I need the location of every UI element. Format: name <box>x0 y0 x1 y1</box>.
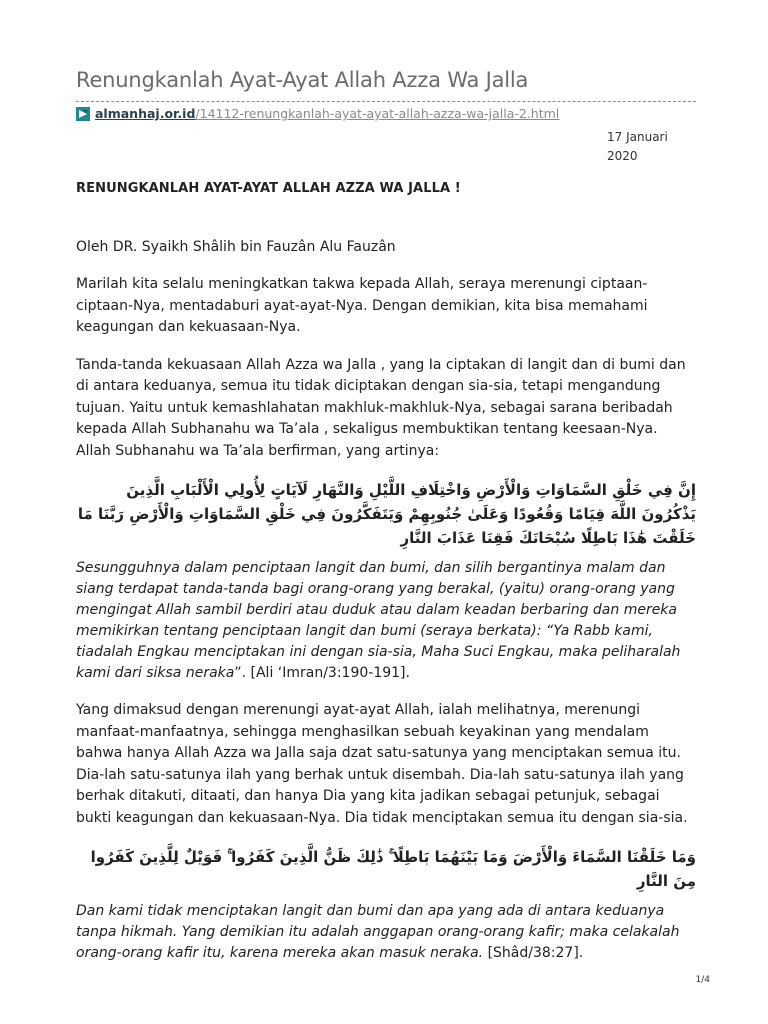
page-number: 1/4 <box>695 975 710 985</box>
title-divider <box>76 101 696 102</box>
translation-2-ref: [Shâd/38:27]. <box>483 945 584 961</box>
article-heading: RENUNGKANLAH AYAT-AYAT ALLAH AZZA WA JALLA ! <box>76 181 461 196</box>
paragraph-3: Yang dimaksud dengan merenungi ayat-ayat Allah, ialah melihatnya, merenungi manfaat-manfaatnya, sehingga menghasilkan sebuah keyakinan yang mendalam bahwa hanya Allah Azza wa Jalla saja dzat satu-satunya yang menciptakan semua itu. Dia-lah satu-satunya ilah yang berhak untuk disembah. Dia-lah satu-satunya ilah yang berhak ditakuti, ditaati, dan hanya Dia yang kita jadikan sebagai petunjuk, sebagai bukti keagungan dan kekuasaan-Nya. Dia tidak menciptakan semua itu dengan sia-sia. <box>76 702 688 826</box>
page-title: Renungkanlah Ayat-Ayat Allah Azza Wa Jalla <box>76 68 529 92</box>
translation-2-text: Dan kami tidak menciptakan langit dan bumi dan apa yang ada di antara keduanya tanpa hikmah. Yang demikian itu adalah anggapan orang-orang kafir; maka celakalah orang-orang kafir itu, karena mereka akan masuk neraka. <box>76 903 680 961</box>
source-path[interactable]: /14112-renungkanlah-ayat-ayat-allah-azza-wa-jalla-2.html <box>195 106 560 121</box>
translation-1 <box>76 558 696 684</box>
paragraph-2: Tanda-tanda kekuasaan Allah Azza wa Jalla , yang Ia ciptakan di langit dan di bumi dan di antara keduanya, semua itu tidak diciptakan dengan sia-sia, tetapi mengandung tujuan. Yaitu untuk kemashlahatan makhluk-makhluk-Nya, sebagai sarana beribadah kepada Allah Subhanahu wa Ta’ala , sekaligus membuktikan tentang keesaan-Nya. Allah Subhanahu wa Ta’ala berfirman, yang artinya: <box>76 356 686 459</box>
article-body <box>76 178 696 964</box>
source-link[interactable] <box>76 106 559 121</box>
arabic-verse-1: إِنَّ فِي خَلْقِ السَّمَاوَاتِ وَالْأَرْضِ وَاخْتِلَافِ اللَّيْلِ وَالنَّهَارِ لَآيَاتٍ لِأُولِي الْأَلْبَابِ الَّذِينَ يَذْكُرُونَ اللَّهَ قِيَامًا وَقُعُودًا وَعَلَىٰ جُنُوبِهِمْ وَيَتَفَكَّرُونَ فِي خَلْقِ السَّمَاوَاتِ وَالْأَرْضِ رَبَّنَا مَا خَلَقْتَ هَٰذَا بَاطِلًا سُبْحَانَكَ فَقِنَا عَذَابَ النَّارِ <box>77 481 696 547</box>
source-domain[interactable]: almanhaj.or.id <box>95 106 196 121</box>
site-favicon-icon <box>76 107 90 121</box>
translation-2 <box>76 901 696 964</box>
translation-1-ref: ”. [Ali ‘Imran/3:190-191]. <box>234 665 410 681</box>
publish-date: 17 Januari 2020 <box>607 130 668 163</box>
source-url[interactable] <box>95 106 559 121</box>
author-line: Oleh DR. Syaikh Shâlih bin Fauzân Alu Fauzân <box>76 238 396 255</box>
translation-1-text: Sesungguhnya dalam penciptaan langit dan bumi, dan silih bergantinya malam dan siang terdapat tanda-tanda bagi orang-orang yang berakal, (yaitu) orang-orang yang mengingat Allah sambil berdiri atau duduk atau dalam keadan berbaring dan mereka memikirkan tentang penciptaan langit dan bumi (seraya berkata): “Ya Rabb kami, tiadalah Engkau menciptakan ini dengan sia-sia, Maha Suci Engkau, maka peliharalah kami dari siksa neraka <box>76 560 681 681</box>
arabic-verse-2: وَمَا خَلَقْنَا السَّمَاءَ وَالْأَرْضَ وَمَا بَيْنَهُمَا بَاطِلًا ۚ ذَٰلِكَ ظَنُّ الَّذِينَ كَفَرُوا ۚ فَوَيْلٌ لِلَّذِينَ كَفَرُوا مِنَ النَّارِ <box>90 848 696 890</box>
paragraph-1: Marilah kita selalu meningkatkan takwa kepada Allah, seraya merenungi ciptaan-ciptaan-Nya, mentadaburi ayat-ayat-Nya. Dengan demikian, kita bisa memahami keagungan dan kekuasaan-Nya. <box>76 276 648 335</box>
